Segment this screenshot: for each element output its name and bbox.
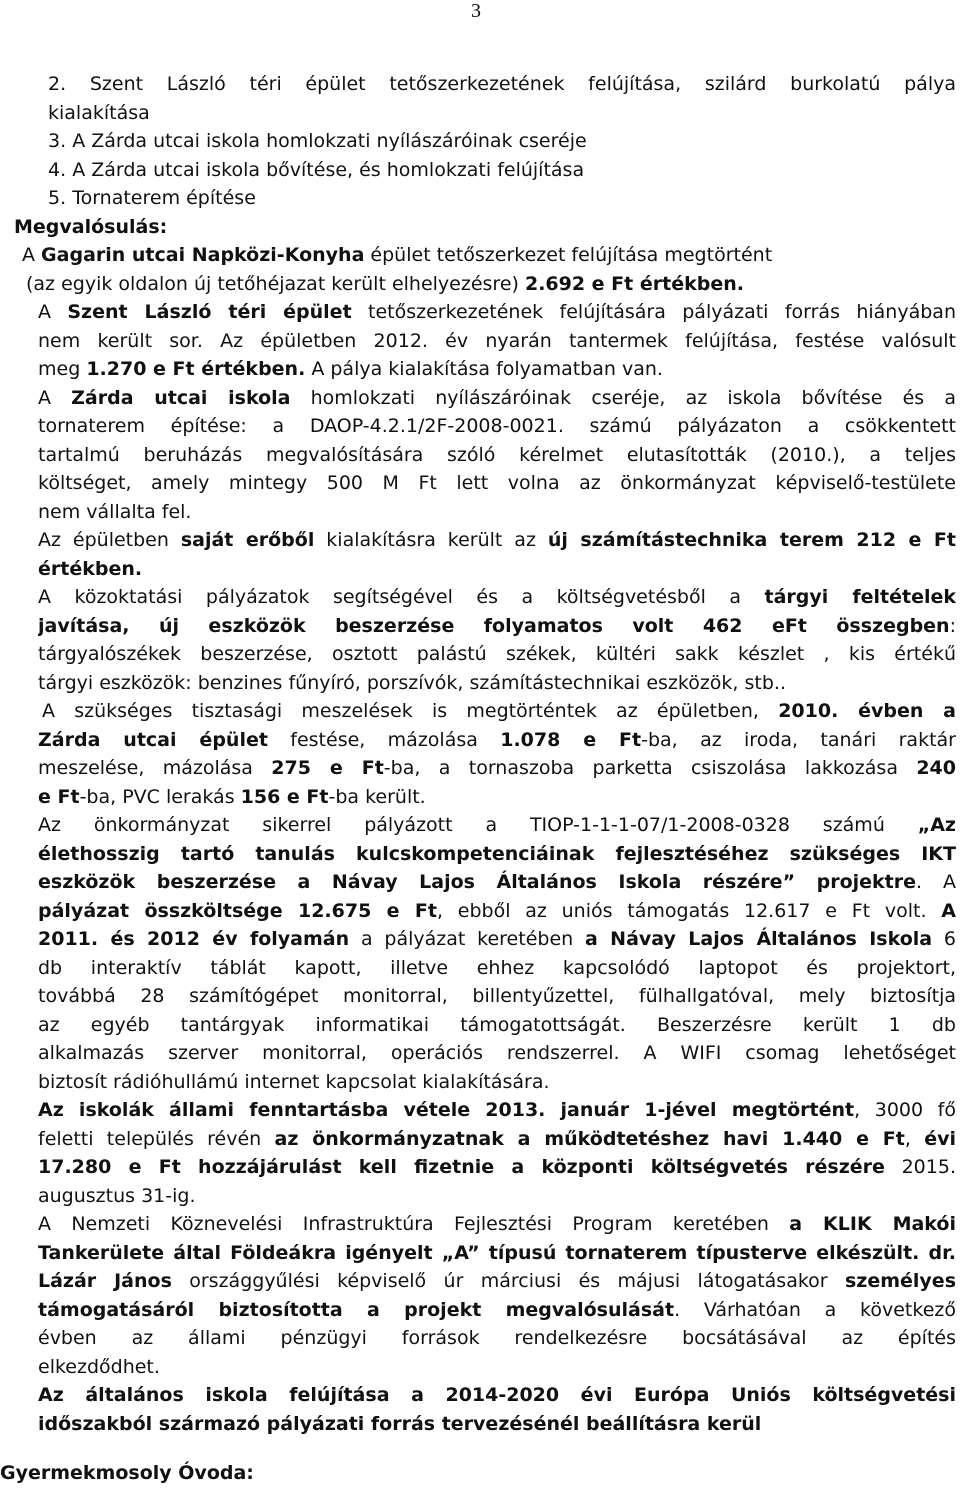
text-run: A — [22, 244, 42, 266]
text-run: Lázár János — [38, 1270, 172, 1292]
text-run: időszakból származó pályázati forrás tervezésénél beállításra kerül — [38, 1412, 762, 1435]
paragraph — [0, 811, 960, 1096]
paragraph — [0, 1210, 960, 1381]
paragraph-line — [38, 697, 956, 726]
text-run: pályázat összköltsége 12.675 e Ft — [38, 899, 437, 922]
text-run: tárgyi feltételek — [764, 586, 956, 608]
text-run: 6 — [932, 928, 956, 950]
paragraph-line: nem vállalta fel. — [38, 500, 192, 523]
text-run: Tornaterem építése — [72, 187, 256, 209]
text-run: értékben. — [38, 557, 143, 580]
text-run: saját erőből — [180, 529, 315, 551]
section-heading — [0, 213, 960, 242]
text-run: a KLIK Makói — [789, 1213, 956, 1235]
text-run: Az iskolák állami fenntartásba vétele 2013. január 1-jével megtörtént — [38, 1099, 855, 1121]
paragraph-line — [38, 811, 956, 840]
list-item — [0, 127, 960, 156]
paragraph-line — [38, 1210, 956, 1239]
text-run: új számítástechnika terem 212 e Ft — [547, 529, 956, 551]
list-item — [0, 156, 960, 185]
paragraph-line — [38, 840, 956, 869]
paragraph — [0, 298, 960, 384]
text-run: 2011. és 2012 év folyamán — [38, 928, 350, 950]
text-run: élethosszig tartó tanulás kulcskompetenciáinak fejlesztéséhez szükséges IKT — [38, 842, 956, 865]
paragraph — [0, 697, 960, 811]
paragraph — [0, 1096, 960, 1210]
paragraph-line: db interaktív táblát kapott, illetve ehhez kapcsolódó laptopot és projektort, — [38, 956, 956, 979]
text-run: 2015. — [884, 1156, 956, 1178]
text-run: 17.280 e Ft hozzájárulást kell fizetnie a központi költségvetés részére — [38, 1156, 885, 1178]
section-heading-kindergarten: Gyermekmosoly Óvoda: — [0, 1462, 254, 1484]
paragraph-line: évben az állami pénzügyi források rendelkezésre bocsátásával az építés — [38, 1327, 956, 1349]
text-run: feletti település révén — [38, 1127, 275, 1150]
paragraph-line — [38, 1096, 956, 1125]
text-run: A pálya kialakítása folyamatban van. — [305, 358, 663, 380]
paragraph-line — [38, 384, 956, 413]
text-run: , ebből az uniós támogatás 12.617 e Ft volt. — [436, 899, 942, 922]
text-run: e Ft — [38, 785, 80, 808]
text-run: 5. — [48, 187, 67, 209]
text-run: -ba, az iroda, tanári raktár — [641, 728, 956, 751]
text-run: . Várhatóan a következő — [674, 1298, 956, 1321]
text-run: 1.270 e Ft értékben. — [86, 358, 306, 380]
text-run: 1.078 e Ft — [500, 728, 642, 751]
text-run: épület tetőszerkezet felújítása megtörtént — [364, 244, 773, 266]
text-run: Tankerülete által Földeákra igényelt „A” típusú tornaterem típusterve elkészült. dr. — [38, 1241, 956, 1264]
text-run: A Zárda utcai iskola bővítése, és homlokzati felújítása — [72, 158, 585, 181]
text-run: -ba, a tornaszoba parketta csiszolása lakkozása — [383, 757, 917, 779]
paragraph-line — [38, 925, 956, 954]
text-run: 2.692 e Ft értékben. — [524, 272, 744, 295]
text-run: Zárda utcai iskola — [71, 386, 291, 409]
text-run: 275 e Ft — [271, 757, 384, 779]
text-run: az önkormányzatnak a működtetéshez havi 1.440 e Ft — [274, 1127, 905, 1150]
text-run: Gagarin utcai Napközi-Konyha — [41, 244, 365, 266]
paragraph — [0, 526, 960, 583]
paragraph-line — [38, 1267, 956, 1296]
paragraph-line: az egyéb tantárgyak informatikai támogatottságát. Beszerzésre került 1 db — [38, 1013, 956, 1036]
paragraph-line — [0, 241, 960, 270]
paragraph — [0, 1381, 960, 1438]
text-run: A — [38, 386, 72, 409]
list-item — [0, 184, 960, 213]
text-run: Az önkormányzat sikerrel pályázott a TIOP-1-1-1-07/1-2008-0328 számú — [38, 814, 918, 836]
text-run: kialakításra került az — [314, 529, 548, 551]
text-run: : — [949, 614, 956, 637]
paragraph-line — [0, 270, 960, 299]
paragraph-line: tárgyalószékek beszerzése, osztott palástú székek, kültéri sakk készlet , kis értékű — [38, 643, 956, 665]
paragraph — [0, 384, 960, 527]
paragraph-line — [38, 897, 956, 926]
text-run: A — [941, 899, 956, 922]
paragraph-line — [38, 1381, 956, 1410]
text-run: (az egyik oldalon új tetőhéjazat került elhelyezésre) — [26, 272, 525, 295]
text-run: 3. — [48, 130, 67, 152]
paragraph-line — [38, 1410, 956, 1439]
paragraph-line: továbbá 28 számítógépet monitorral, billentyűzettel, fülhallgatóval, mely biztosítja — [38, 985, 956, 1007]
text-run: személyes — [844, 1270, 956, 1292]
text-run: Zárda utcai épület — [38, 728, 268, 751]
text-run: 2. — [48, 73, 67, 95]
paragraph-line — [38, 868, 956, 897]
paragraph-line — [38, 612, 956, 641]
paragraph-line: tornaterem építése: a DAOP-4.2.1/2F-2008-0021. számú pályázaton a csökkentett — [38, 415, 956, 437]
text-run: A Nemzeti Köznevelési Infrastruktúra Fejlesztési Program keretében — [38, 1213, 790, 1235]
text-run: Szent László téri épület tetőszerkezetének felújítása, szilárd burkolatú pálya — [89, 73, 956, 95]
paragraph — [0, 583, 960, 697]
text-run: -ba, PVC lerakás — [79, 785, 241, 808]
paragraph-line — [38, 754, 956, 783]
text-run: A közoktatási pályázatok segítségével és a költségvetésből a — [38, 586, 765, 608]
text-run: 156 e Ft — [240, 785, 329, 808]
paragraph-line — [38, 555, 956, 584]
text-run: homlokzati nyílászáróinak cseréje, az iskola bővítése és a — [290, 386, 956, 409]
text-run: 2010. évben a — [778, 700, 956, 722]
page-number: 3 — [471, 0, 481, 22]
text-run: , — [904, 1127, 925, 1150]
text-run: -ba került. — [328, 785, 426, 808]
text-run: 240 — [916, 757, 956, 779]
paragraph-line — [38, 298, 956, 327]
text-run: , 3000 fő — [854, 1099, 956, 1121]
text-run: Megvalósulás: — [14, 215, 168, 238]
paragraph-line — [38, 526, 956, 555]
document-body — [0, 70, 960, 1438]
text-run: . A — [916, 871, 956, 893]
text-run: eszközök beszerzése a Návay Lajos Általános Iskola részére” projektre — [38, 871, 916, 893]
list-item-continuation: kialakítása — [48, 101, 150, 124]
paragraph-line — [38, 1296, 956, 1325]
paragraph-line — [38, 1125, 956, 1154]
paragraph-line: tartalmú beruházás megvalósítására szóló kérelmet elutasították (2010.), a teljes — [38, 443, 956, 466]
text-run: tetőszerkezetének felújítására pályázati forrás hiányában — [351, 301, 956, 323]
text-run: A szükséges tisztasági meszelések is megtörténtek az épületben, — [42, 700, 779, 722]
text-run: Szent László téri épület — [67, 301, 352, 323]
text-run: „Az — [917, 814, 956, 836]
paragraph-line — [38, 726, 956, 755]
text-run: évi — [924, 1127, 956, 1150]
list-item — [0, 70, 960, 99]
paragraph-line — [38, 1153, 956, 1182]
text-run: festése, mázolása — [267, 728, 501, 751]
text-run: meszelése, mázolása — [38, 757, 272, 779]
text-run: javítása, új eszközök beszerzése folyamatos volt 462 eFt összegben — [38, 614, 950, 637]
paragraph-line: nem került sor. Az épületben 2012. év nyarán tantermek felújítása, festése valósult — [38, 329, 956, 352]
text-run: országgyűlési képviselő úr márciusi és májusi látogatásakor — [171, 1270, 845, 1292]
text-run: támogatásáról biztosította a projekt megvalósulását — [38, 1298, 675, 1321]
paragraph-line — [38, 355, 956, 384]
paragraph-line: tárgyi eszközök: benzines fűnyíró, porszívók, számítástechnikai eszközök, stb.. — [38, 671, 787, 694]
text-run: 4. — [48, 158, 67, 181]
paragraph-line: elkezdődhet. — [38, 1355, 160, 1378]
paragraph-line: biztosít rádióhullámú internet kapcsolat kialakítására. — [38, 1070, 550, 1093]
paragraph-line — [38, 583, 956, 612]
text-run: Az általános iskola felújítása a 2014-2020 évi Európa Uniós költségvetési — [38, 1384, 956, 1406]
paragraph-line — [38, 783, 956, 812]
text-run: A Zárda utcai iskola homlokzati nyílászáróinak cseréje — [72, 130, 587, 152]
text-run: a pályázat keretében — [349, 928, 585, 950]
paragraph-line — [38, 1239, 956, 1268]
text-run: a Návay Lajos Általános Iskola — [584, 928, 933, 950]
paragraph-line: augusztus 31-ig. — [38, 1184, 196, 1207]
text-run: A — [38, 301, 68, 323]
text-run: meg — [38, 358, 87, 380]
text-run: Az épületben — [38, 529, 181, 551]
paragraph-line: költséget, amely mintegy 500 M Ft lett volna az önkormányzat képviselő-testülete — [38, 472, 956, 494]
paragraph-line: alkalmazás szerver monitorral, operációs rendszerrel. A WIFI csomag lehetőséget — [38, 1042, 956, 1064]
